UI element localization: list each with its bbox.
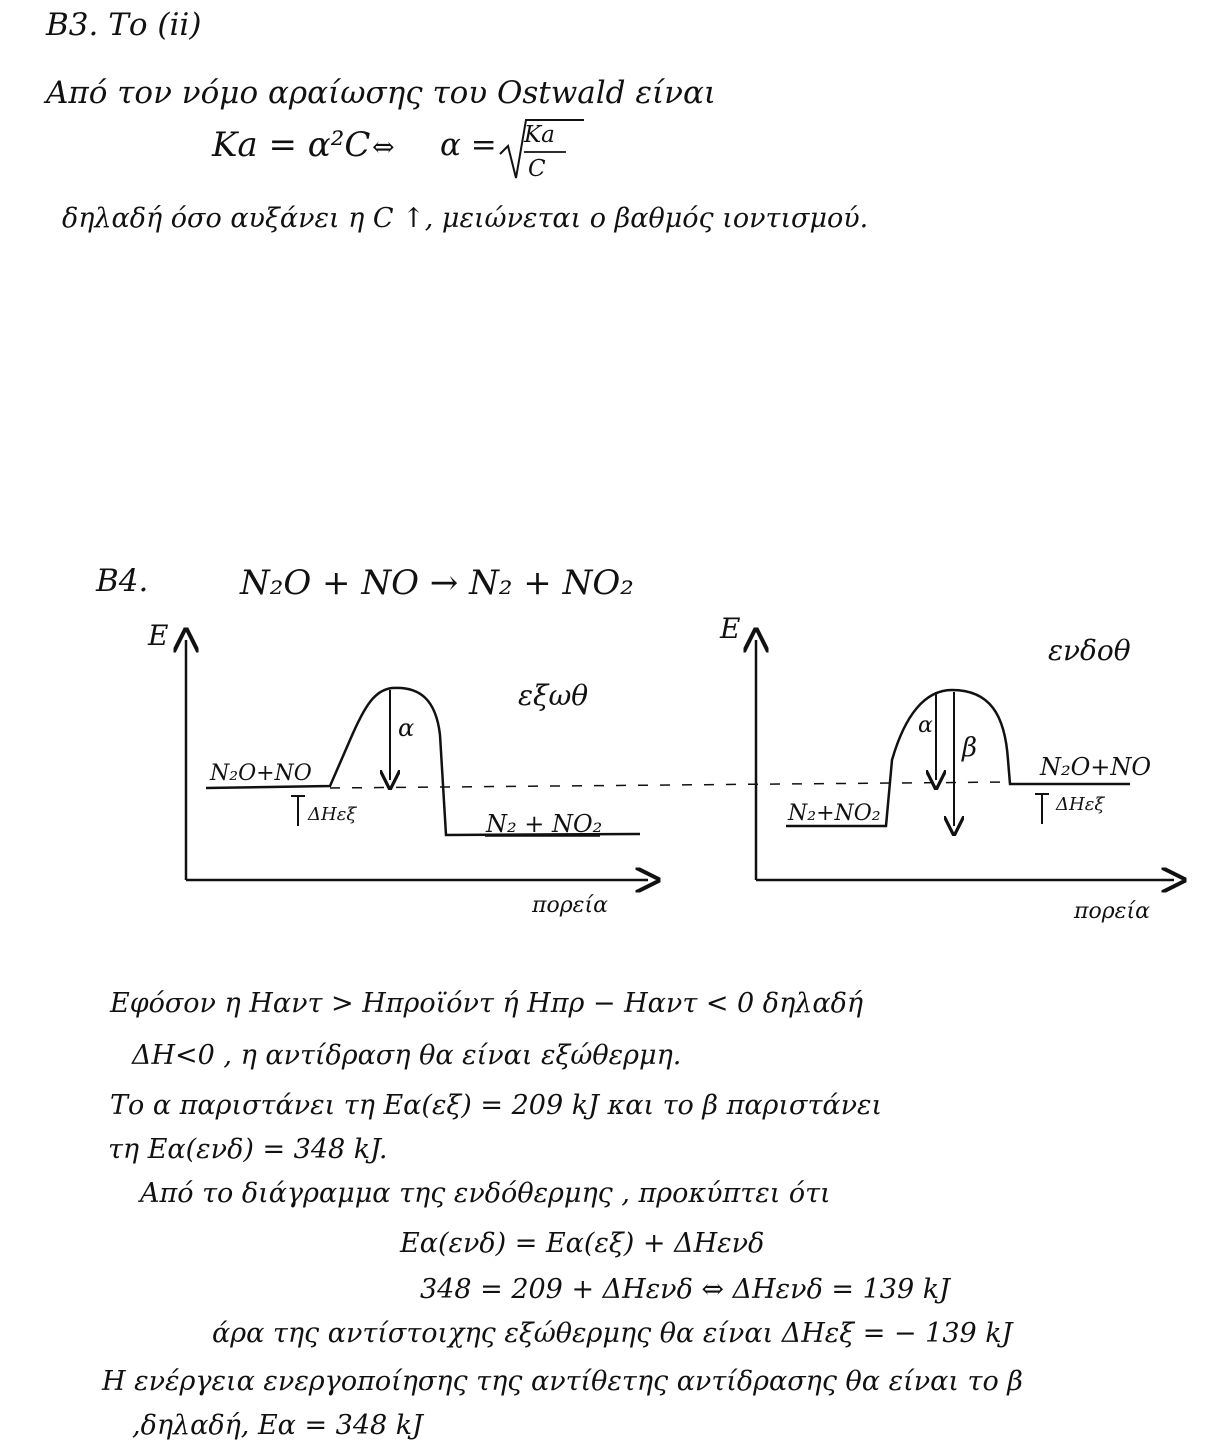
formula-root-numerator: Ka	[524, 122, 555, 148]
left-reactants-label: N₂O+NO	[210, 761, 312, 786]
left-axis-x-label: πορεία	[532, 893, 608, 918]
right-energy-diagram	[719, 612, 1174, 924]
text-line-2: ΔH<0 , η αντίδραση θα είναι εξώθερμη.	[132, 1040, 682, 1071]
left-energy-diagram	[147, 619, 648, 918]
right-alpha-label: α	[918, 713, 933, 738]
text-line-4: τη Eα(ενδ) = 348 kJ.	[108, 1134, 388, 1165]
text-line-1: Εφόσον η Hαντ > Hπροϊόντ ή Hπρ − Hαντ < 0 δηλαδή	[110, 988, 864, 1019]
sqrt-sign	[498, 116, 588, 186]
right-axis-y-label: E	[720, 612, 741, 645]
right-type-label: ενδοθ	[1048, 634, 1131, 667]
formula-alpha: α =	[440, 127, 497, 163]
text-line-3: Το α παριστάνει τη Eα(εξ) = 209 kJ και το β παριστάνει	[110, 1090, 883, 1121]
text-line-7: Η ενέργεια ενεργοποίησης της αντίθετης αντίδρασης θα είναι το β	[102, 1366, 1023, 1397]
left-products-label: N₂ + NO₂	[486, 810, 603, 838]
formula-root-denominator: C	[528, 156, 546, 182]
reference-dashed-line	[330, 782, 1010, 788]
right-beta-label: β	[962, 733, 978, 763]
text-line-5: Από το διάγραμμα της ενδόθερμης , προκύπτει ότι	[140, 1178, 831, 1209]
equation-line-2: 348 = 209 + ΔHενδ ⇔ ΔHενδ = 139 kJ	[420, 1274, 950, 1305]
equation-line-1: Eα(ενδ) = Eα(εξ) + ΔHενδ	[400, 1228, 765, 1259]
b3-line-conclusion: δηλαδή όσο αυξάνει η C ↑, μειώνεται ο βαθμός ιοντισμού.	[62, 203, 869, 234]
left-axis-y-label: E	[148, 619, 169, 652]
right-dh-label: ΔHεξ	[1056, 794, 1105, 815]
b3-line-ostwald: Από τον νόμο αραίωσης του Ostwald είναι	[46, 75, 717, 111]
left-alpha-label: α	[398, 714, 415, 742]
text-line-6: άρα της αντίστοιχης εξώθερμης θα είναι ΔHεξ = − 139 kJ	[212, 1318, 1013, 1349]
left-dh-label: ΔHεξ	[308, 804, 357, 825]
right-axis-x-label: πορεία	[1074, 899, 1150, 924]
b4-equation: N₂O + NO → N₂ + NO₂	[240, 563, 634, 603]
b4-heading: B4.	[96, 563, 149, 599]
b3-heading: B3. Το (ii)	[46, 7, 202, 43]
implies-symbol: ⇔	[372, 132, 395, 163]
left-type-label: εξωθ	[518, 679, 589, 712]
text-line-8: ,δηλαδή, Eα = 348 kJ	[132, 1410, 423, 1441]
formula-left: Ka = α²C	[212, 125, 371, 165]
right-reactants-label: N₂+NO₂	[788, 801, 881, 826]
right-products-label: N₂O+NO	[1040, 753, 1152, 781]
